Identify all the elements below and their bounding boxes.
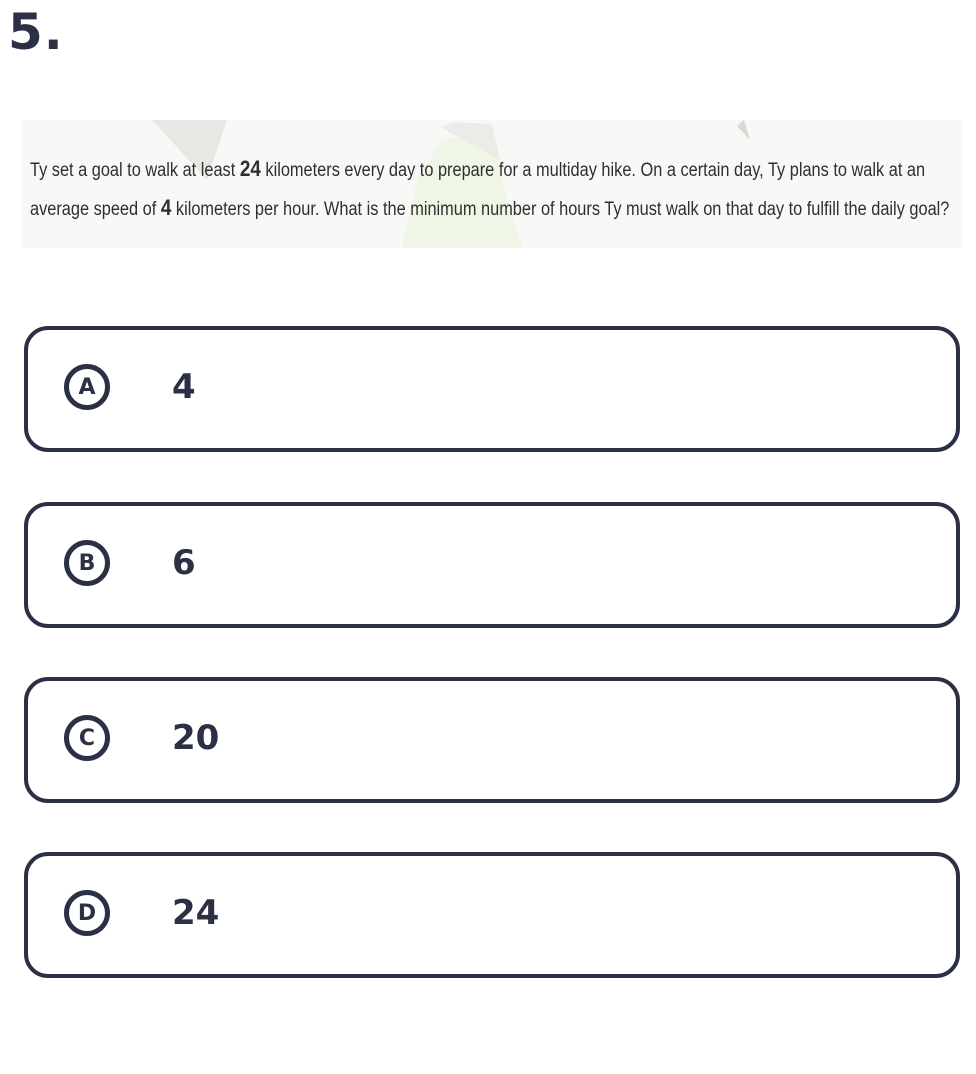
question-distance-value: 24 bbox=[239, 156, 261, 181]
option-a-letter-icon: A bbox=[64, 364, 110, 410]
question-number: 5. bbox=[8, 3, 64, 61]
option-a-button[interactable] bbox=[24, 326, 960, 452]
option-b-button[interactable] bbox=[24, 502, 960, 628]
option-b-letter-icon: B bbox=[64, 540, 110, 586]
option-c-value: 20 bbox=[172, 718, 220, 758]
question-text bbox=[30, 150, 962, 228]
option-b-value: 6 bbox=[172, 543, 196, 583]
option-c-button[interactable] bbox=[24, 677, 960, 803]
option-d-letter-icon: D bbox=[64, 890, 110, 936]
question-panel bbox=[22, 120, 962, 248]
option-d-button[interactable] bbox=[24, 852, 960, 978]
option-c-letter-icon: C bbox=[64, 715, 110, 761]
option-d-value: 24 bbox=[172, 893, 220, 933]
question-speed-value: 4 bbox=[160, 195, 172, 220]
question-text-part-1: Ty set a goal to walk at least bbox=[30, 160, 240, 181]
question-text-part-3: kilometers per hour. What is the minimum number of hours Ty must walk on that day to fulfill the daily goal? bbox=[171, 199, 950, 220]
option-a-value: 4 bbox=[172, 367, 196, 407]
question-text-part-2: kilometers every day to prepare for a multiday hike. On a certain day, Ty plans to walk at an average speed of bbox=[30, 160, 926, 220]
